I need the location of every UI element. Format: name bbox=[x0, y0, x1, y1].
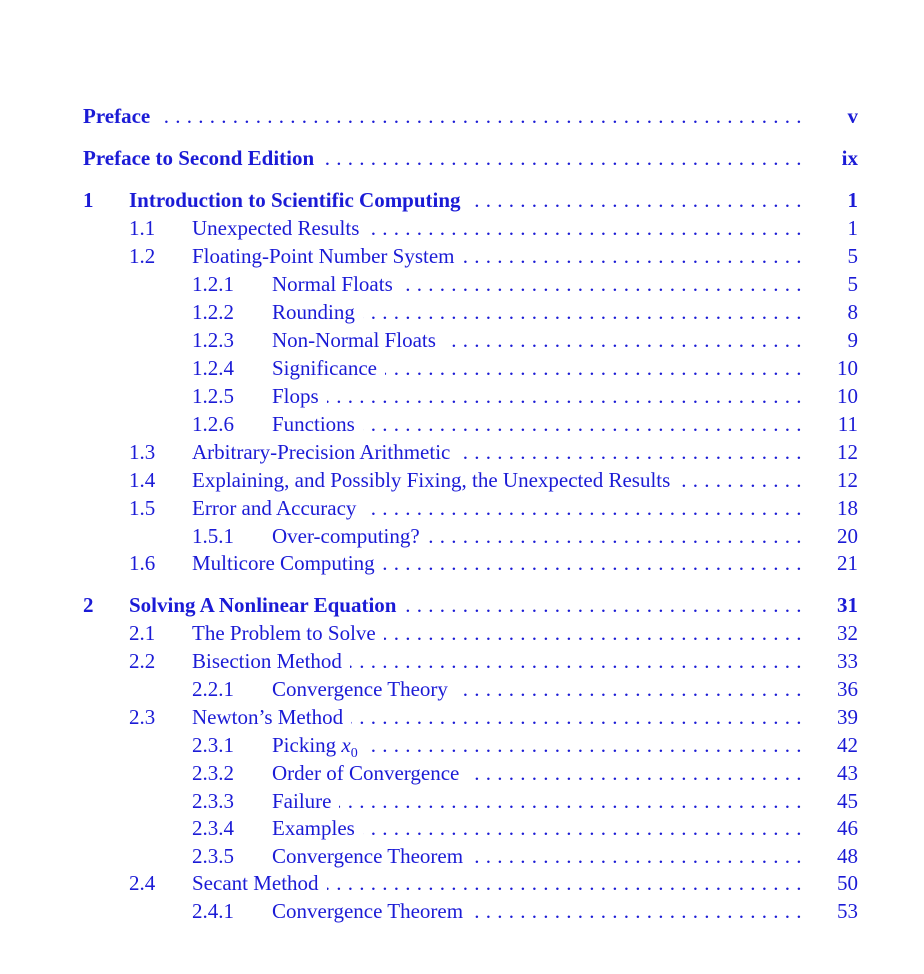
toc-entry-page: 45 bbox=[837, 789, 858, 813]
toc-subsection-1-2-1[interactable] bbox=[0, 271, 924, 297]
toc-entry-page: ix bbox=[841, 146, 858, 170]
toc-entry-title: Multicore Computing bbox=[192, 551, 383, 575]
toc-entry-number: 2.3.5 bbox=[192, 844, 234, 868]
toc-entry-title: Bisection Method bbox=[192, 649, 350, 673]
toc-subsection-2-3-2[interactable] bbox=[0, 760, 924, 786]
toc-entry-preface[interactable] bbox=[0, 103, 924, 129]
toc-entry-number: 1.2.2 bbox=[192, 300, 234, 324]
toc-entry-title: Failure bbox=[272, 789, 339, 813]
toc-entry-number: 1.1 bbox=[129, 216, 156, 240]
toc-entry-page: 18 bbox=[837, 496, 858, 520]
toc-entry-number: 1.2.3 bbox=[192, 328, 234, 352]
toc-entry-page: 43 bbox=[837, 761, 858, 785]
toc-entry-number: 1.2.5 bbox=[192, 384, 234, 408]
toc-entry-number: 1 bbox=[83, 188, 94, 212]
toc-entry-title: Error and Accuracy bbox=[192, 496, 364, 520]
toc-entry-number: 2.3.4 bbox=[192, 816, 234, 840]
toc-entry-page: 46 bbox=[837, 816, 858, 840]
toc-entry-number: 2.2.1 bbox=[192, 677, 234, 701]
toc-entry-page: 9 bbox=[847, 328, 858, 352]
toc-entry-number: 2.4.1 bbox=[192, 899, 234, 923]
toc-section-1-2[interactable] bbox=[0, 243, 924, 269]
toc-entry-title: Introduction to Scientific Computing bbox=[129, 188, 469, 212]
toc-entry-number: 1.2 bbox=[129, 244, 156, 268]
toc-section-1-6[interactable] bbox=[0, 550, 924, 576]
toc-entry-title: Convergence Theorem bbox=[272, 899, 471, 923]
math-subscript: 0 bbox=[350, 746, 358, 762]
toc-entry-page: 33 bbox=[837, 649, 858, 673]
toc-subsection-2-2-1[interactable] bbox=[0, 676, 924, 702]
toc-entry-title: Arbitrary-Precision Arithmetic bbox=[192, 440, 458, 464]
toc-entry-title: Solving A Nonlinear Equation bbox=[129, 593, 404, 617]
toc-entry-title: Preface to Second Edition bbox=[83, 146, 322, 170]
toc-entry-page: 32 bbox=[837, 621, 858, 645]
toc-subsection-1-2-6[interactable] bbox=[0, 411, 924, 437]
toc-entry-number: 1.5 bbox=[129, 496, 156, 520]
toc-entry-number: 2 bbox=[83, 593, 94, 617]
toc-entry-page: 10 bbox=[837, 356, 858, 380]
toc-entry-page: 42 bbox=[837, 733, 858, 757]
toc-entry-page: 5 bbox=[847, 244, 858, 268]
toc-section-2-2[interactable] bbox=[0, 648, 924, 674]
toc-entry-number: 2.3.3 bbox=[192, 789, 234, 813]
toc-subsection-2-3-4[interactable] bbox=[0, 815, 924, 841]
toc-entry-number: 1.2.1 bbox=[192, 272, 234, 296]
toc-subsection-2-3-3[interactable] bbox=[0, 788, 924, 814]
toc-entry-title: Normal Floats bbox=[272, 272, 401, 296]
toc-entry-title: Functions bbox=[272, 412, 363, 436]
toc-entry-title: Over-computing? bbox=[272, 524, 428, 548]
toc-entry-title: Secant Method bbox=[192, 871, 327, 895]
toc-entry-page: 20 bbox=[837, 524, 858, 548]
toc-entry-title: Convergence Theorem bbox=[272, 844, 471, 868]
toc-subsection-1-2-5[interactable] bbox=[0, 383, 924, 409]
toc-section-2-3[interactable] bbox=[0, 704, 924, 730]
toc-entry-title: The Problem to Solve bbox=[192, 621, 384, 645]
toc-subsection-2-4-1[interactable] bbox=[0, 898, 924, 924]
toc-section-1-4[interactable] bbox=[0, 467, 924, 493]
toc-entry-number: 2.4 bbox=[129, 871, 156, 895]
toc-subsection-1-2-4[interactable] bbox=[0, 355, 924, 381]
toc-entry-title: Non-Normal Floats bbox=[272, 328, 444, 352]
toc-entry-title: Newton’s Method bbox=[192, 705, 351, 729]
toc-entry-page: v bbox=[847, 104, 858, 128]
toc-entry-preface-second-edition[interactable] bbox=[0, 145, 924, 171]
toc-entry-title: Examples bbox=[272, 816, 363, 840]
toc-entry-number: 2.3.2 bbox=[192, 761, 234, 785]
toc-entry-title: Order of Convergence bbox=[272, 761, 467, 785]
toc-entry-page: 11 bbox=[837, 412, 858, 436]
toc-entry-title: Picking bbox=[272, 733, 342, 757]
toc-section-1-3[interactable] bbox=[0, 439, 924, 465]
toc-entry-number: 1.2.6 bbox=[192, 412, 234, 436]
toc-entry-number: 2.3 bbox=[129, 705, 156, 729]
toc-entry-number: 1.4 bbox=[129, 468, 156, 492]
toc-chapter-2[interactable] bbox=[0, 592, 924, 618]
toc-entry-page: 39 bbox=[837, 705, 858, 729]
toc-entry-title: Preface bbox=[83, 104, 158, 128]
toc-subsection-2-3-1[interactable] bbox=[0, 732, 924, 762]
toc-entry-number: 2.2 bbox=[129, 649, 156, 673]
math-variable-letter: x bbox=[341, 733, 351, 757]
toc-entry-page: 31 bbox=[837, 593, 858, 617]
toc-subsection-1-5-1[interactable] bbox=[0, 523, 924, 549]
toc-entry-title: Floating-Point Number System bbox=[192, 244, 463, 268]
toc-section-2-4[interactable] bbox=[0, 870, 924, 896]
toc-entry-number: 2.3.1 bbox=[192, 733, 234, 757]
toc-entry-title: Explaining, and Possibly Fixing, the Unexpected Results bbox=[192, 468, 678, 492]
toc-entry-page: 48 bbox=[837, 844, 858, 868]
toc-entry-page: 1 bbox=[847, 216, 858, 240]
toc-entry-page: 50 bbox=[837, 871, 858, 895]
toc-entry-page: 8 bbox=[847, 300, 858, 324]
toc-chapter-1[interactable] bbox=[0, 187, 924, 213]
toc-entry-title: Rounding bbox=[272, 300, 363, 324]
math-variable bbox=[341, 733, 358, 762]
toc-entry-page: 12 bbox=[837, 440, 858, 464]
toc-entry-page: 53 bbox=[837, 899, 858, 923]
toc-entry-number: 1.3 bbox=[129, 440, 156, 464]
toc-entry-title: Flops bbox=[272, 384, 327, 408]
toc-entry-page: 21 bbox=[837, 551, 858, 575]
toc-entry-number: 2.1 bbox=[129, 621, 156, 645]
toc-entry-title: Significance bbox=[272, 356, 385, 380]
toc-entry-number: 1.6 bbox=[129, 551, 156, 575]
toc-section-1-5[interactable] bbox=[0, 495, 924, 521]
toc-entry-page: 36 bbox=[837, 677, 858, 701]
toc-section-1-1[interactable] bbox=[0, 215, 924, 241]
toc-entry-page: 1 bbox=[847, 188, 858, 212]
toc-entry-number: 1.5.1 bbox=[192, 524, 234, 548]
toc-subsection-1-2-3[interactable] bbox=[0, 327, 924, 353]
toc-entry-page: 10 bbox=[837, 384, 858, 408]
toc-entry-number: 1.2.4 bbox=[192, 356, 234, 380]
toc-entry-title: Convergence Theory bbox=[272, 677, 456, 701]
toc-entry-page: 12 bbox=[837, 468, 858, 492]
toc-subsection-1-2-2[interactable] bbox=[0, 299, 924, 325]
toc-entry-title: Unexpected Results bbox=[192, 216, 367, 240]
toc-section-2-1[interactable] bbox=[0, 620, 924, 646]
toc-entry-page: 5 bbox=[847, 272, 858, 296]
toc-subsection-2-3-5[interactable] bbox=[0, 843, 924, 869]
